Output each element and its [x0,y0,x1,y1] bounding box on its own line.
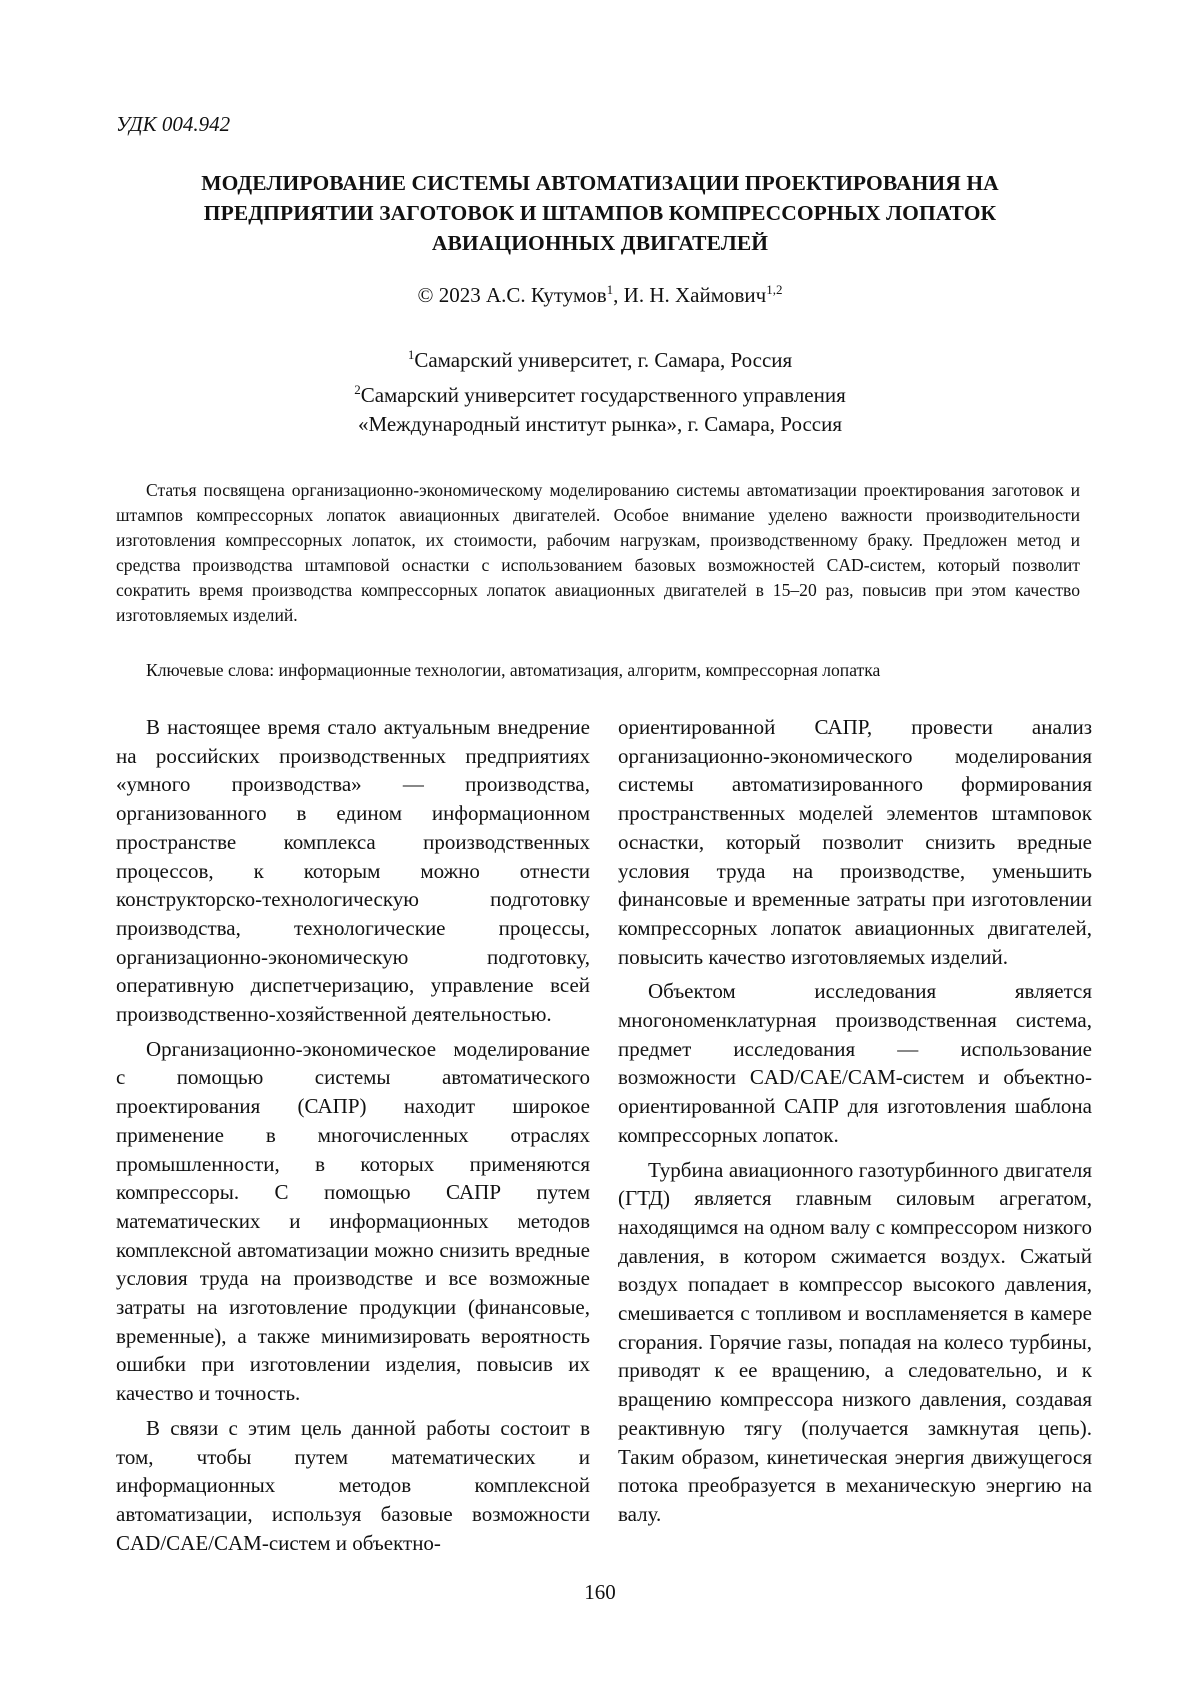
article-title [120,168,1080,258]
page-number: 160 [584,1580,616,1604]
paragraph: В настоящее время стало актуальным внедрение на российских производственных предприятиях «умного производства» — производства, организованного в едином информационном пространстве комплекса производственных процессов, к которым можно отнести конструкторско-технологическую подготовку производства, технологические процессы, организационно-экономическую подготовку, оперативную диспетчеризацию, управление всей производственно-хозяйственной деятельностью. [116,715,590,1027]
keywords: Ключевые слова: информационные технологии, автоматизация, алгоритм, компрессорная лопатка [146,660,881,680]
title-line-1: МОДЕЛИРОВАНИЕ СИСТЕМЫ АВТОМАТИЗАЦИИ ПРОЕКТИРОВАНИЯ НА [201,171,999,195]
affiliation-2-line-1: Самарский университет государственного управления [360,383,846,407]
affiliation-1-mark: 1 [407,347,415,362]
body-column-left [116,713,590,1563]
affiliation-2-mark: 2 [354,382,361,397]
title-line-3: АВИАЦИОННЫХ ДВИГАТЕЛЕЙ [431,231,769,255]
title-line-2: ПРЕДПРИЯТИИ ЗАГОТОВОК И ШТАМПОВ КОМПРЕССОРНЫХ ЛОПАТОК [203,201,997,225]
author-2-affiliation-mark: 1,2 [766,282,783,297]
body-column-right [618,713,1092,1535]
author-1: © 2023 А.С. Кутумов [417,283,607,307]
affiliation-2 [0,375,1200,410]
affiliations [0,340,1200,439]
affiliation-1 [0,340,1200,375]
affiliation-1-text: Самарский университет, г. Самара, Россия [414,348,793,372]
author-2: , И. Н. Хаймович [613,283,767,307]
paragraph: Объектом исследования является многономенклатурная производственная система, предмет исследования — использование возможности CAD/CAE/CAM-систем и объектно-ориентированной САПР для изготовления шаблона компрессорных лопаток. [618,979,1092,1147]
paragraph: Турбина авиационного газотурбинного двигателя (ГТД) является главным силовым агрегатом, находящимся на одном валу с компрессором низкого давления, в котором сжимается воздух. Сжатый воздух попадает в компрессор высокого давления, смешивается с топливом и воспламеняется в камере сгорания. Горячие газы, попадая на колесо турбины, приводят к ее вращению, а следовательно, и к вращению компрессора низкого давления, создавая реактивную тягу (получается замкнутая цепь). Таким образом, кинетическая энергия движущегося потока преобразуется в механическую энергию на валу. [618,1157,1092,1526]
udk-code: УДК 004.942 [116,112,231,136]
affiliation-2-line-2: «Международный институт рынка», г. Самара, Россия [357,412,843,436]
author-1-affiliation-mark: 1 [606,282,614,297]
authors-line [0,282,1200,308]
abstract: Статья посвящена организационно-экономическому моделированию системы автоматизации проектирования заготовок и штампов компрессорных лопаток авиационных двигателей. Особое внимание уделено важности производительности изготовления компрессорных лопаток, их стоимости, рабочим нагрузкам, производственному браку. Предложен метод и средства производства штамповой оснастки с использованием базовых возможностей CAD-систем, который позволит сократить время производства компрессорных лопаток авиационных двигателей в 15–20 раз, повысив при этом качество изготовляемых изделий. [116,480,1080,625]
paragraph: В связи с этим цель данной работы состоит в том, чтобы путем математических и информационных методов комплексной автоматизации, используя базовые возможности CAD/CAE/CAM-систем и объектно- [116,1415,590,1555]
paragraph: Организационно-экономическое моделирование с помощью системы автоматического проектирования (САПР) находит широкое применение в многочисленных отраслях промышленности, в которых применяются компрессоры. С помощью САПР путем математических и информационных методов комплексной автоматизации можно снизить вредные условия труда на производстве и все возможные затраты на изготовление продукции (финансовые, временные), а также минимизировать вероятность ошибки при изготовлении изделия, повысив их качество и точность. [116,1036,590,1406]
paragraph-continuation: ориентированной САПР, провести анализ организационно-экономического моделирования системы автоматизированного формирования пространственных моделей элементов штамповок оснастки, который позволит снизить вредные условия труда на производстве, уменьшить финансовые и временные затраты при изготовлении компрессорных лопаток авиационных двигателей, повысить качество изготовляемых изделий. [618,715,1092,969]
